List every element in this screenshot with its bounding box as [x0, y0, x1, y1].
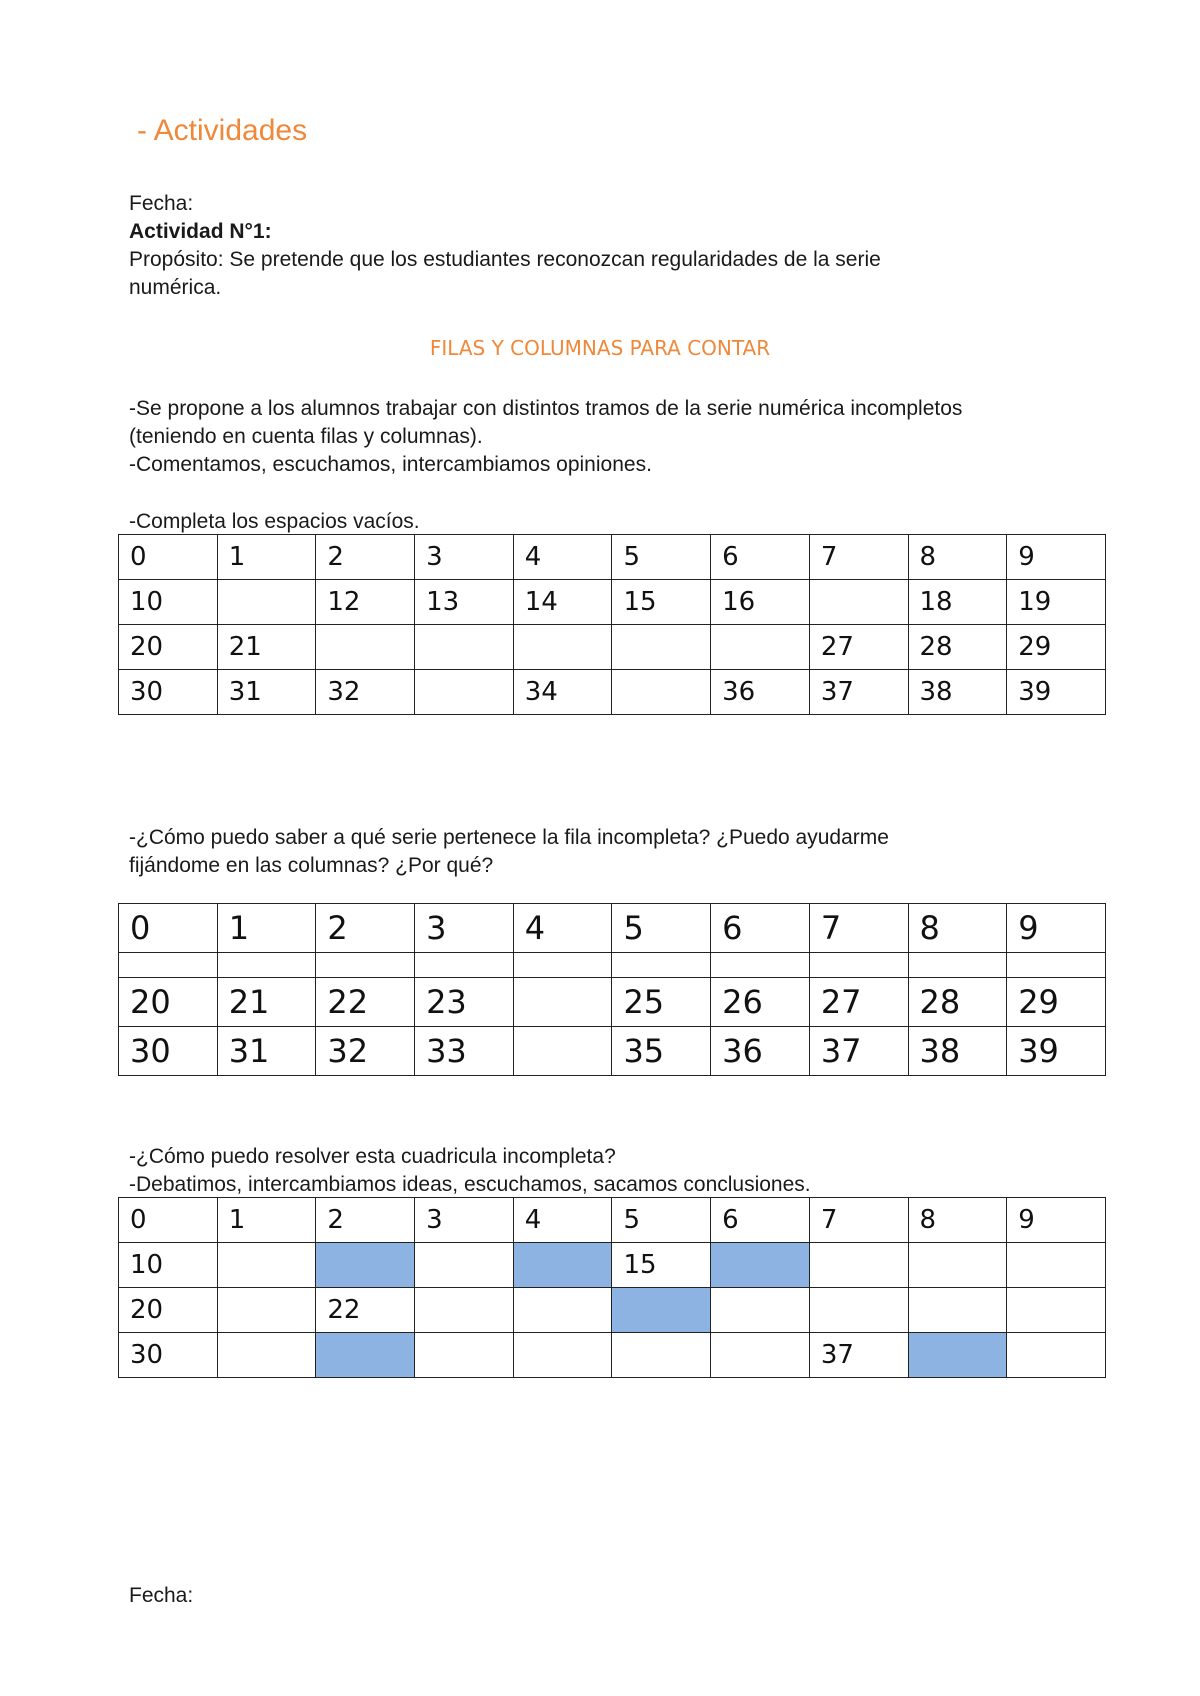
grid-cell[interactable]: 6	[711, 1198, 810, 1243]
grid-cell[interactable]: 8	[908, 904, 1007, 953]
activity-title: Actividad N°1:	[129, 220, 272, 243]
grid-cell[interactable]: 19	[1007, 580, 1106, 625]
grid-cell[interactable]: 33	[415, 1027, 514, 1076]
grid-cell[interactable]	[415, 1333, 514, 1378]
grid-cell[interactable]	[711, 1288, 810, 1333]
purpose-line-2: numérica.	[129, 276, 222, 299]
table-row	[119, 1027, 1106, 1076]
grid-cell[interactable]: 30	[119, 1333, 218, 1378]
grid-cell[interactable]: 2	[316, 535, 415, 580]
grid-cell[interactable]: 28	[908, 625, 1007, 670]
grid-cell[interactable]	[415, 670, 514, 715]
grid-cell[interactable]: 4	[513, 1198, 612, 1243]
grid-cell[interactable]	[711, 953, 810, 978]
instruction-line-1a: -Se propone a los alumnos trabajar con distintos tramos de la serie numérica incompletos	[129, 397, 963, 420]
grid-cell[interactable]: 31	[217, 1027, 316, 1076]
grid-cell[interactable]: 26	[711, 978, 810, 1027]
grid-cell[interactable]: 9	[1007, 535, 1106, 580]
grid-cell[interactable]: 29	[1007, 978, 1106, 1027]
grid-cell[interactable]: 1	[217, 535, 316, 580]
grid-cell[interactable]	[612, 670, 711, 715]
shaded-cell[interactable]	[316, 1333, 415, 1378]
grid-cell[interactable]: 23	[415, 978, 514, 1027]
grid-cell[interactable]: 34	[513, 670, 612, 715]
grid-cell[interactable]: 38	[908, 670, 1007, 715]
purpose-line-1: Propósito: Se pretende que los estudiantes reconozcan regularidades de la serie	[129, 248, 881, 271]
grid-cell[interactable]: 10	[119, 580, 218, 625]
grid-cell[interactable]: 0	[119, 535, 218, 580]
grid-cell[interactable]	[513, 625, 612, 670]
grid-cell[interactable]	[415, 625, 514, 670]
grid-cell[interactable]: 28	[908, 978, 1007, 1027]
grid-cell[interactable]	[711, 625, 810, 670]
grid-cell[interactable]: 30	[119, 670, 218, 715]
grid-cell[interactable]: 15	[612, 580, 711, 625]
number-grid-3	[118, 1197, 1106, 1378]
grid-cell[interactable]: 37	[809, 1333, 908, 1378]
grid-cell[interactable]: 6	[711, 535, 810, 580]
grid-cell[interactable]	[513, 953, 612, 978]
table-row	[119, 1243, 1106, 1288]
table-row	[119, 904, 1106, 953]
grid-cell[interactable]: 21	[217, 625, 316, 670]
grid-cell[interactable]	[1007, 1333, 1106, 1378]
instruction-line-3: -Completa los espacios vacíos.	[129, 510, 420, 533]
grid-cell[interactable]: 22	[316, 1288, 415, 1333]
grid-cell[interactable]: 14	[513, 580, 612, 625]
grid-cell[interactable]: 29	[1007, 625, 1106, 670]
grid-cell[interactable]: 38	[908, 1027, 1007, 1076]
grid-cell[interactable]: 2	[316, 904, 415, 953]
grid-cell[interactable]: 10	[119, 1243, 218, 1288]
grid-cell[interactable]: 1	[217, 904, 316, 953]
grid-cell[interactable]	[1007, 1243, 1106, 1288]
grid-cell[interactable]: 27	[809, 625, 908, 670]
grid-cell[interactable]: 4	[513, 904, 612, 953]
grid-cell[interactable]	[1007, 953, 1106, 978]
table-row	[119, 625, 1106, 670]
question-line-1: -¿Cómo puedo saber a qué serie pertenece la fila incompleta? ¿Puedo ayudarme	[129, 826, 889, 849]
grid-cell[interactable]: 7	[809, 904, 908, 953]
grid-cell[interactable]	[415, 953, 514, 978]
grid-cell[interactable]: 36	[711, 1027, 810, 1076]
grid-cell[interactable]: 4	[513, 535, 612, 580]
grid-cell[interactable]	[809, 953, 908, 978]
grid-cell[interactable]: 8	[908, 1198, 1007, 1243]
grid-cell[interactable]	[908, 1288, 1007, 1333]
grid-cell[interactable]	[612, 1333, 711, 1378]
grid-cell[interactable]: 20	[119, 1288, 218, 1333]
table-row	[119, 1333, 1106, 1378]
grid-cell[interactable]	[217, 580, 316, 625]
number-grid-2	[118, 903, 1106, 1076]
grid-cell[interactable]	[809, 580, 908, 625]
grid-cell[interactable]	[513, 1027, 612, 1076]
grid-cell[interactable]	[513, 1333, 612, 1378]
instruction-line-1b: (teniendo en cuenta filas y columnas).	[129, 425, 483, 448]
date-label-2: Fecha:	[129, 1584, 194, 1607]
grid-cell[interactable]: 9	[1007, 1198, 1106, 1243]
grid-cell[interactable]: 3	[415, 535, 514, 580]
grid-cell[interactable]: 39	[1007, 670, 1106, 715]
grid-cell[interactable]	[612, 625, 711, 670]
grid-cell[interactable]: 1	[217, 1198, 316, 1243]
grid-cell[interactable]	[217, 1333, 316, 1378]
date-label: Fecha:	[129, 192, 194, 215]
grid-cell[interactable]	[415, 1243, 514, 1288]
grid-cell[interactable]: 22	[316, 978, 415, 1027]
grid-cell[interactable]	[415, 1288, 514, 1333]
grid-cell[interactable]	[217, 953, 316, 978]
grid-cell[interactable]: 15	[612, 1243, 711, 1288]
grid-cell[interactable]: 6	[711, 904, 810, 953]
grid-cell[interactable]: 2	[316, 1198, 415, 1243]
shaded-cell[interactable]	[612, 1288, 711, 1333]
grid-cell[interactable]: 9	[1007, 904, 1106, 953]
grid-cell[interactable]: 5	[612, 1198, 711, 1243]
grid-cell[interactable]	[809, 1288, 908, 1333]
grid-cell[interactable]	[513, 978, 612, 1027]
grid-cell[interactable]	[513, 1288, 612, 1333]
grid-cell[interactable]: 31	[217, 670, 316, 715]
grid-cell[interactable]: 16	[711, 580, 810, 625]
table-row	[119, 953, 1106, 978]
grid-cell[interactable]: 7	[809, 535, 908, 580]
grid-cell[interactable]: 30	[119, 1027, 218, 1076]
table-row	[119, 1288, 1106, 1333]
grid-cell[interactable]: 5	[612, 535, 711, 580]
grid-cell[interactable]: 21	[217, 978, 316, 1027]
grid-cell[interactable]: 35	[612, 1027, 711, 1076]
grid-cell[interactable]	[119, 953, 218, 978]
grid-cell[interactable]	[908, 953, 1007, 978]
section-title: FILAS Y COLUMNAS PARA CONTAR	[429, 336, 771, 360]
grid-cell[interactable]: 37	[809, 1027, 908, 1076]
grid-cell[interactable]: 20	[119, 978, 218, 1027]
grid-cell[interactable]: 0	[119, 904, 218, 953]
shaded-cell[interactable]	[711, 1243, 810, 1288]
grid-cell[interactable]: 18	[908, 580, 1007, 625]
grid-cell[interactable]	[809, 1243, 908, 1288]
debate-line: -Debatimos, intercambiamos ideas, escuchamos, sacamos conclusiones.	[129, 1173, 811, 1196]
grid-cell[interactable]: 20	[119, 625, 218, 670]
shaded-cell[interactable]	[316, 1243, 415, 1288]
grid-cell[interactable]: 25	[612, 978, 711, 1027]
table-row	[119, 535, 1106, 580]
shaded-cell[interactable]	[513, 1243, 612, 1288]
grid-cell[interactable]: 39	[1007, 1027, 1106, 1076]
table-row	[119, 670, 1106, 715]
number-grid-1	[118, 534, 1106, 715]
grid-cell[interactable]: 32	[316, 1027, 415, 1076]
grid-cell[interactable]	[316, 625, 415, 670]
grid-cell[interactable]: 0	[119, 1198, 218, 1243]
grid-cell[interactable]	[217, 1243, 316, 1288]
grid-cell[interactable]: 36	[711, 670, 810, 715]
page-heading: - Actividades	[137, 114, 308, 147]
grid-cell[interactable]	[908, 1243, 1007, 1288]
grid-cell[interactable]: 27	[809, 978, 908, 1027]
grid-cell[interactable]: 8	[908, 535, 1007, 580]
grid-cell[interactable]: 7	[809, 1198, 908, 1243]
grid-cell[interactable]: 32	[316, 670, 415, 715]
grid-cell[interactable]: 3	[415, 1198, 514, 1243]
grid-cell[interactable]: 37	[809, 670, 908, 715]
grid-cell[interactable]: 3	[415, 904, 514, 953]
table-row	[119, 978, 1106, 1027]
table-row	[119, 580, 1106, 625]
grid-cell[interactable]: 12	[316, 580, 415, 625]
table-row	[119, 1198, 1106, 1243]
grid-cell[interactable]: 5	[612, 904, 711, 953]
grid-cell[interactable]	[612, 953, 711, 978]
grid-cell[interactable]	[711, 1333, 810, 1378]
grid-cell[interactable]	[1007, 1288, 1106, 1333]
shaded-cell[interactable]	[908, 1333, 1007, 1378]
instruction-line-2: -Comentamos, escuchamos, intercambiamos opiniones.	[129, 453, 652, 476]
question-line-3: -¿Cómo puedo resolver esta cuadricula incompleta?	[129, 1145, 616, 1168]
grid-cell[interactable]	[316, 953, 415, 978]
grid-cell[interactable]: 13	[415, 580, 514, 625]
question-line-2: fijándome en las columnas? ¿Por qué?	[129, 854, 494, 877]
grid-cell[interactable]	[217, 1288, 316, 1333]
